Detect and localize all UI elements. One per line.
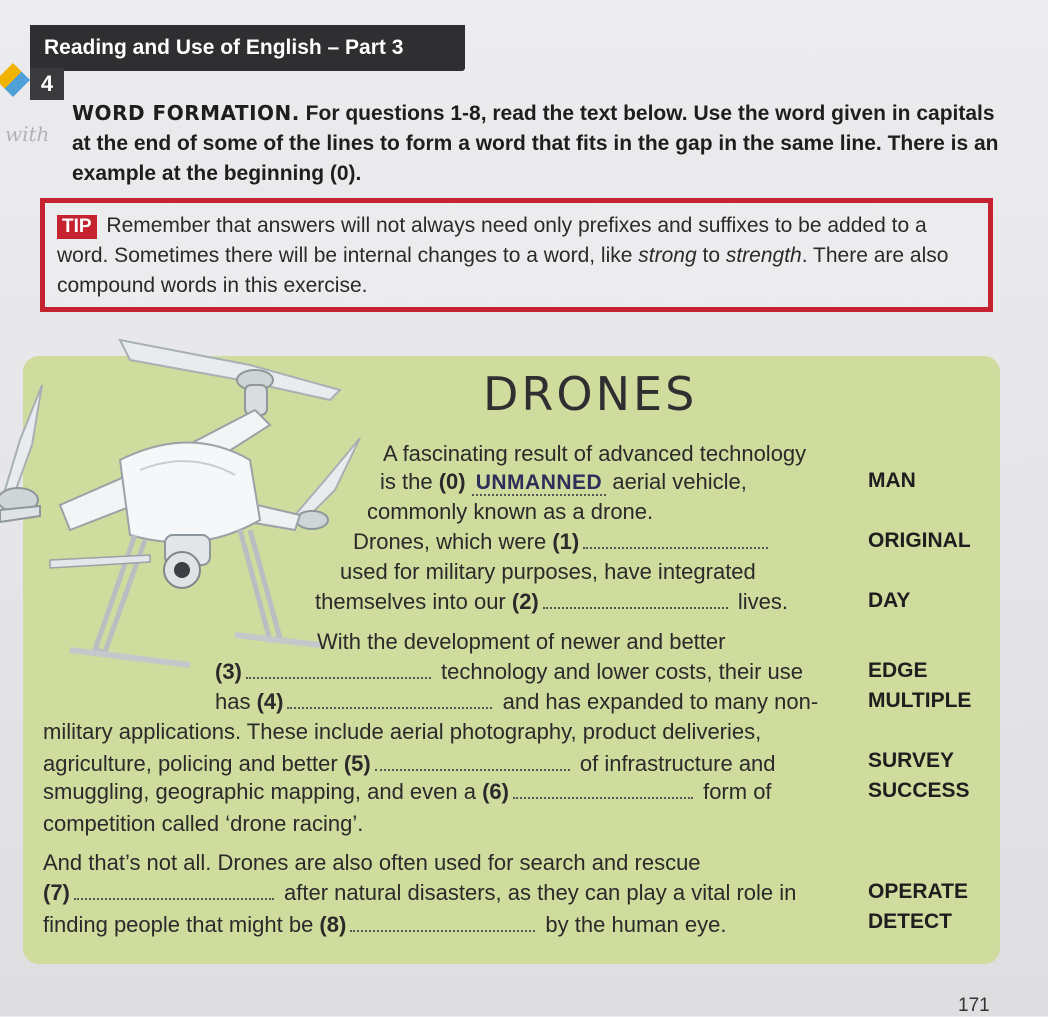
passage-line-14: And that’s not all. Drones are also often used for search and rescue — [43, 850, 701, 875]
gap-6[interactable] — [513, 793, 693, 799]
stem-word-3: EDGE — [868, 659, 928, 682]
passage-line-16: finding people that might be (8) by the human eye. — [43, 912, 727, 937]
stem-word-2: DAY — [868, 589, 911, 612]
passage-line-15: (7) after natural disasters, as they can play a vital role in — [43, 880, 797, 905]
passage-line-11: agriculture, policing and better (5) of infrastructure and — [43, 751, 776, 776]
instructions — [72, 98, 1012, 189]
tip-example-strength: strength — [725, 244, 802, 267]
handwritten-note: with — [5, 122, 50, 146]
gap-8[interactable] — [350, 926, 535, 932]
passage-line-1: A fascinating result of advanced technology — [383, 441, 807, 466]
page-number: 171 — [958, 995, 990, 1016]
passage-line-9: has (4) and has expanded to many non- — [215, 689, 819, 714]
stem-word-5: SURVEY — [868, 749, 954, 772]
gap-7[interactable] — [74, 894, 274, 900]
drone-illustration — [0, 330, 380, 680]
tip-text: Remember that answers will not always need only prefixes and suffixes to be added to a word. Sometimes there will be internal changes to a word, like — [57, 214, 927, 267]
gap-5[interactable] — [375, 765, 570, 771]
passage-line-6: themselves into our (2) lives. — [315, 589, 789, 614]
passage-line-5: used for military purposes, have integrated — [340, 559, 756, 584]
tip-to: to — [696, 244, 726, 267]
passage-line-10: military applications. These include aerial photography, product deliveries, — [43, 719, 762, 744]
gap-1[interactable] — [583, 543, 768, 549]
section-header: Reading and Use of English – Part 3 — [30, 25, 465, 71]
stem-word-4: MULTIPLE — [868, 689, 972, 712]
question-number: 4 — [30, 68, 64, 100]
passage-line-3: commonly known as a drone. — [367, 499, 654, 524]
tip-text-2: . There are also compound words in this exercise. — [57, 244, 949, 297]
passage-line-8: (3) technology and lower costs, their use — [215, 659, 803, 684]
passage-line-13: competition called ‘drone racing’. — [43, 811, 364, 836]
passage-title: DRONES — [483, 367, 698, 421]
passage-line-2: is the (0) UNMANNED aerial vehicle, — [380, 469, 747, 494]
tip-example-strong: strong — [638, 244, 697, 267]
gap-2[interactable] — [543, 603, 728, 609]
gap-3[interactable] — [246, 673, 431, 679]
instructions-title: WORD FORMATION. — [72, 101, 300, 125]
tip-badge: TIP — [57, 215, 97, 239]
stem-word-6: SUCCESS — [868, 779, 970, 802]
stem-word-7: OPERATE — [868, 880, 968, 903]
tip-box — [40, 198, 993, 312]
instructions-text: For questions 1-8, read the text below. Use the word given in capitals at the end of some of the lines to form a word that fits in the gap in the same line. There is an example at the beginning (0). — [72, 102, 999, 185]
stem-word-8: DETECT — [868, 910, 952, 933]
passage-line-12: smuggling, geographic mapping, and even a (6) form of — [43, 779, 772, 804]
gap-4[interactable] — [287, 703, 492, 709]
diamond-icon — [0, 63, 30, 97]
passage-line-7: With the development of newer and better — [317, 629, 726, 654]
stem-word-1: ORIGINAL — [868, 529, 971, 552]
passage-line-4: Drones, which were (1) — [353, 529, 772, 555]
example-answer: UNMANNED — [472, 471, 607, 496]
stem-word-0: MAN — [868, 469, 916, 492]
